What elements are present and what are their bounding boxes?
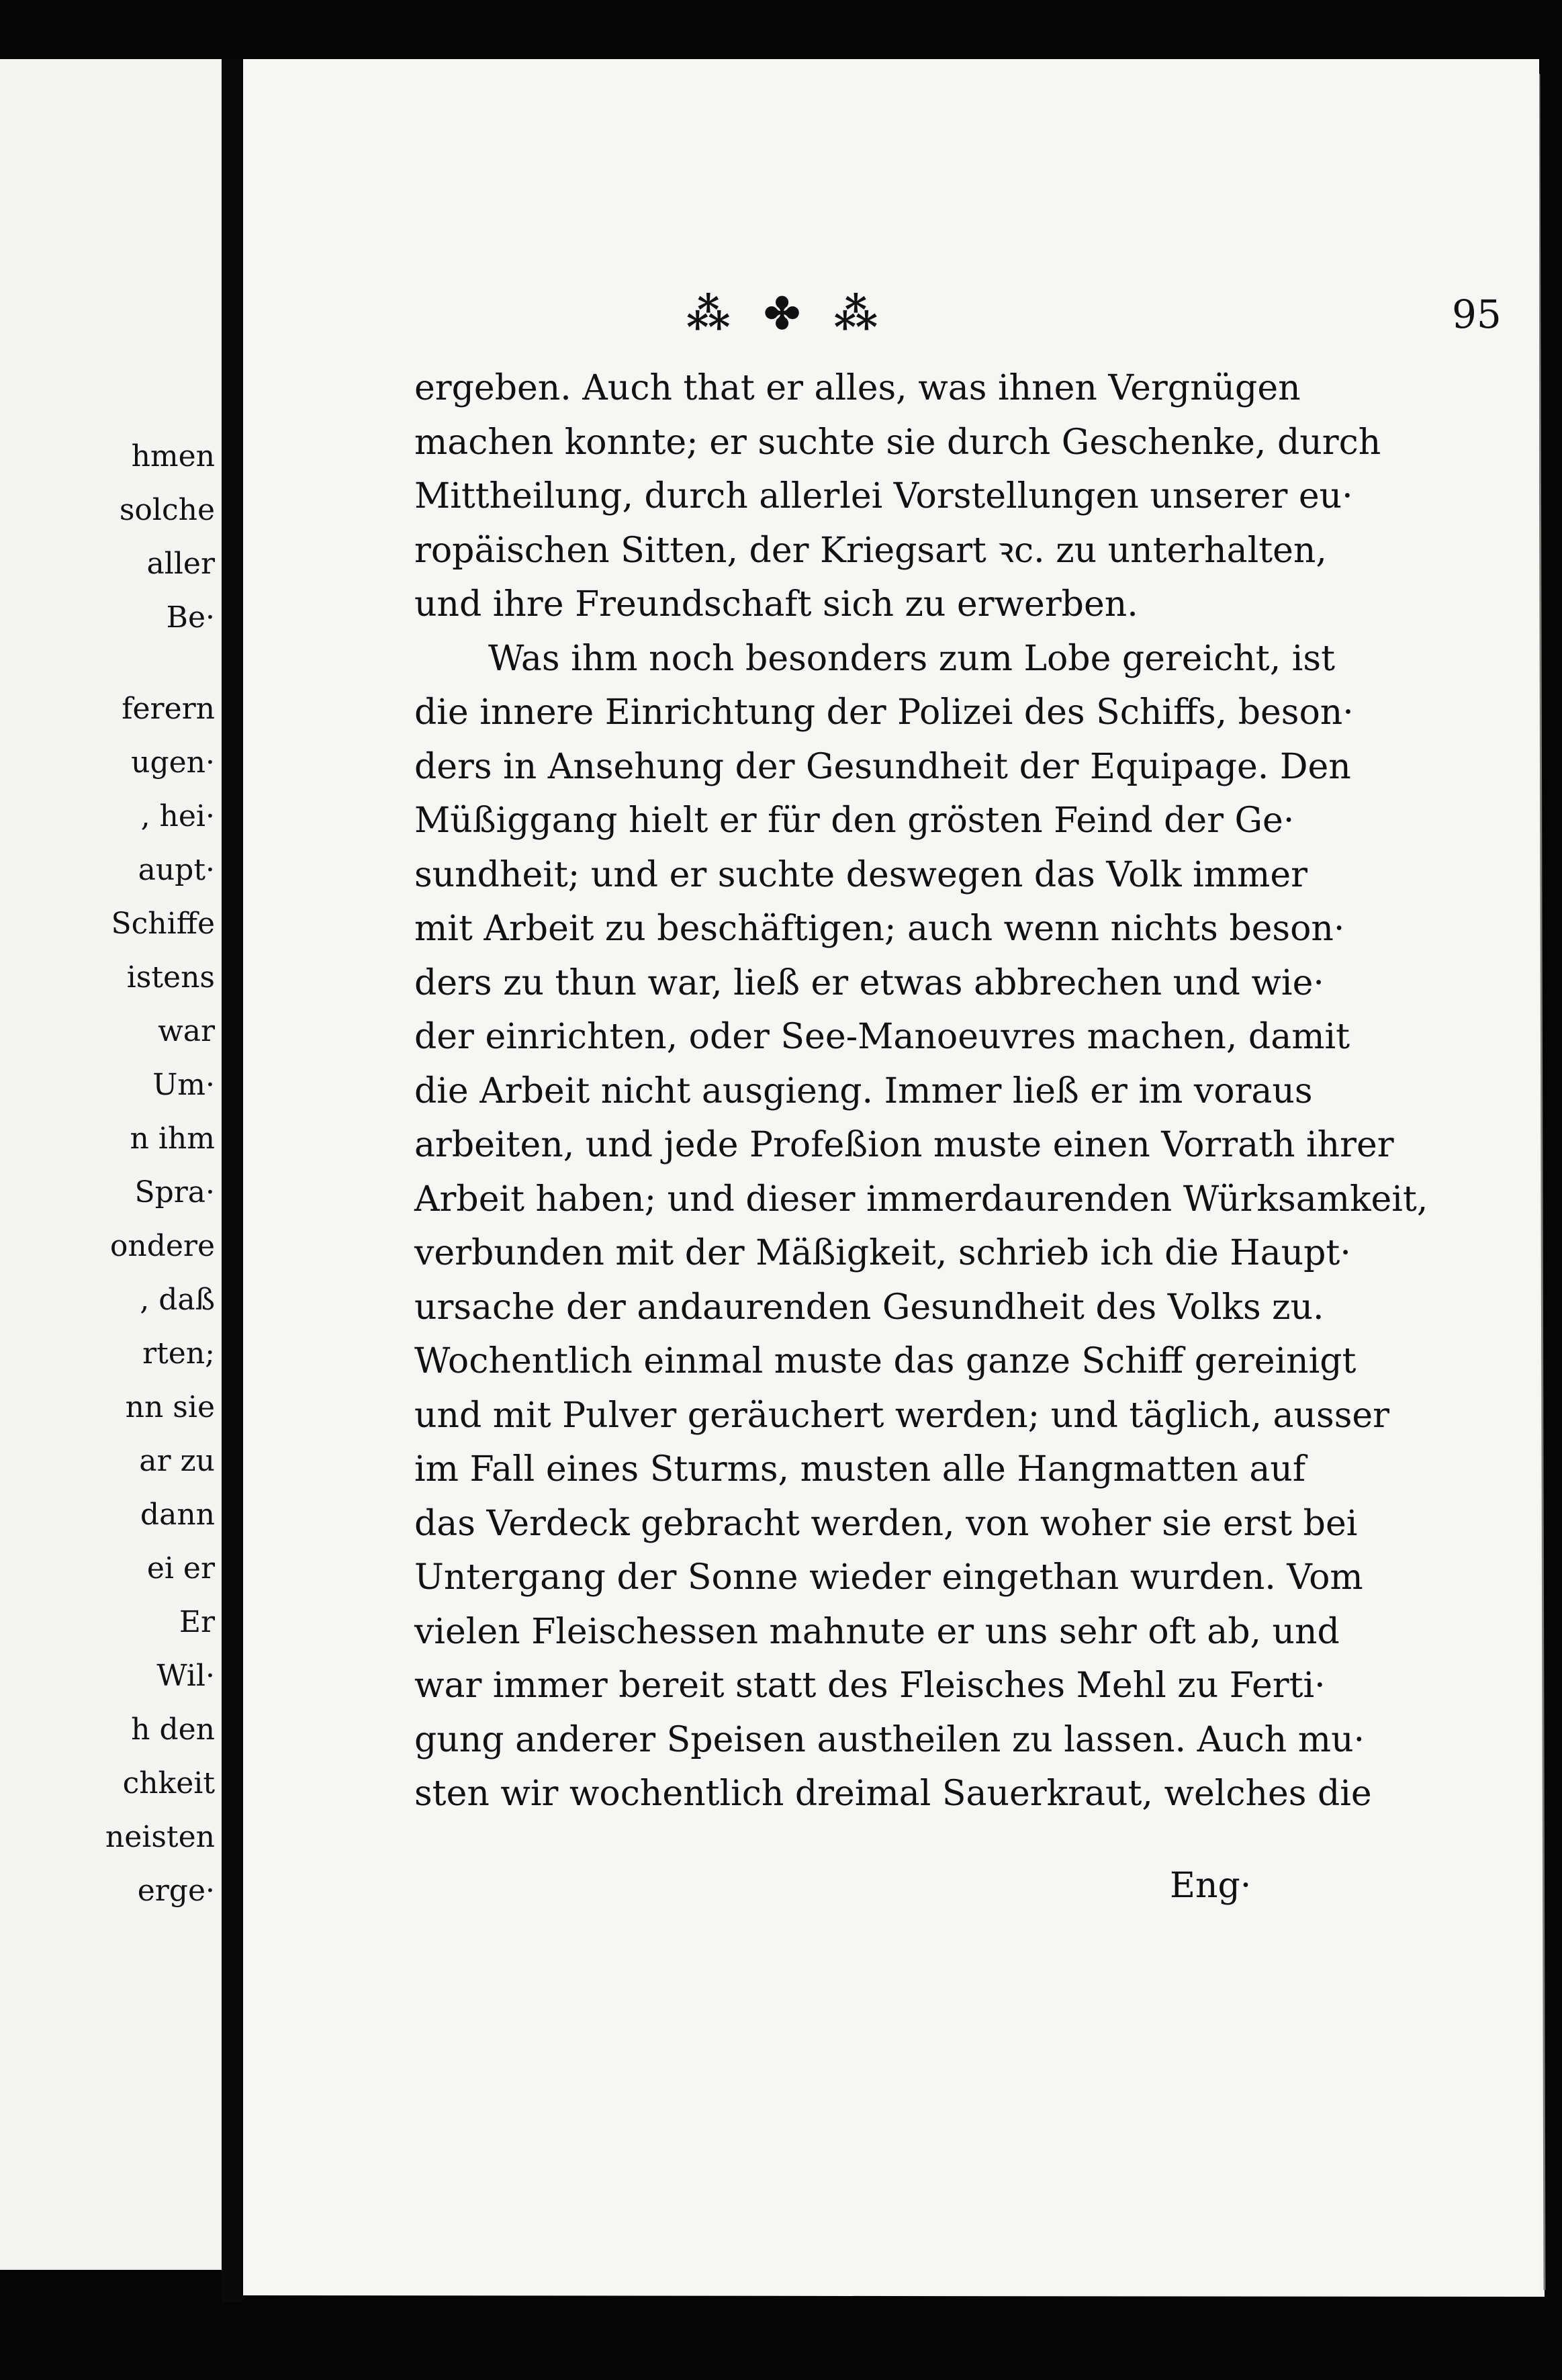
text-line: Arbeit haben; und dieser immerdaurenden Würksamkeit, <box>414 1179 1428 1220</box>
text-line: verbunden mit der Mäßigkeit, schrieb ich die Haupt· <box>414 1233 1351 1273</box>
text-line: arbeiten, und jede Profeßion muste einen Vorrath ihrer <box>414 1125 1394 1165</box>
text-line: ursache der andaurenden Gesundheit des Volks zu. <box>414 1287 1324 1328</box>
text-line: ders in Ansehung der Gesundheit der Equipage. Den <box>414 746 1351 787</box>
left-fragment: Schiffe <box>111 907 215 941</box>
right-page <box>243 59 1539 2295</box>
left-fragment: Be· <box>166 600 215 635</box>
left-fragment: nn sie <box>125 1390 215 1424</box>
left-fragment: aupt· <box>138 853 215 887</box>
left-fragment: war <box>158 1014 215 1048</box>
header-ornament: ⁂ ✤ ⁂ <box>686 289 888 339</box>
text-line: machen konnte; er suchte sie durch Geschenke, durch <box>414 422 1381 463</box>
left-fragment: Spra· <box>134 1175 215 1209</box>
left-fragment: istens <box>126 960 215 995</box>
text-line: mit Arbeit zu beschäftigen; auch wenn nichts beson· <box>414 909 1345 949</box>
text-line: Wochentlich einmal muste das ganze Schiff gereinigt <box>414 1341 1357 1381</box>
left-fragment: ondere <box>109 1229 215 1263</box>
left-fragment: h den <box>131 1712 215 1747</box>
text-line: ropäischen Sitten, der Kriegsart ꝛc. zu unterhalten, <box>414 530 1327 571</box>
text-line: und mit Pulver geräuchert werden; und täglich, ausser <box>414 1395 1390 1436</box>
text-line: sundheit; und er suchte deswegen das Volk immer <box>414 854 1307 895</box>
text-line: Untergang der Sonne wieder eingethan wurden. Vom <box>414 1557 1363 1598</box>
text-line: war immer bereit statt des Fleisches Mehl zu Ferti· <box>414 1665 1326 1706</box>
left-fragment: solche <box>119 493 215 527</box>
text-line: ergeben. Auch that er alles, was ihnen Vergnügen <box>414 368 1301 408</box>
left-fragment: n ihm <box>130 1122 215 1156</box>
page-number: 95 <box>1452 291 1502 337</box>
text-line: und ihre Freundschaft sich zu erwerben. <box>414 584 1138 625</box>
left-fragment: chkeit <box>122 1766 215 1800</box>
catchword: Eng· <box>1170 1866 1252 1906</box>
text-line: die Arbeit nicht ausgieng. Immer ließ er im voraus <box>414 1070 1313 1111</box>
text-line: das Verdeck gebracht werden, von woher sie erst bei <box>414 1503 1358 1544</box>
left-fragment: rten; <box>142 1336 215 1371</box>
text-line: ders zu thun war, ließ er etwas abbrechen und wie· <box>414 962 1324 1003</box>
left-margin-text <box>0 59 215 1918</box>
text-line: vielen Fleischessen mahnute er uns sehr oft ab, und <box>414 1611 1340 1652</box>
body-text <box>414 361 1428 1821</box>
left-fragment: ferern <box>122 692 215 726</box>
text-line: sten wir wochentlich dreimal Sauerkraut, welches die <box>414 1774 1372 1814</box>
left-fragment: erge· <box>137 1874 215 1908</box>
left-fragment: Um· <box>152 1068 215 1102</box>
text-line: Was ihm noch besonders zum Lobe gereicht, ist <box>488 638 1335 679</box>
text-line: die innere Einrichtung der Polizei des Schiffs, beson· <box>414 692 1354 733</box>
left-fragment: ugen· <box>131 745 215 780</box>
left-fragment: neisten <box>105 1820 215 1854</box>
running-header <box>686 289 1502 356</box>
text-line: der einrichten, oder See-Manoeuvres machen, damit <box>414 1017 1350 1057</box>
left-fragment: dann <box>140 1498 215 1532</box>
text-line: Mittheilung, durch allerlei Vorstellungen unserer eu· <box>414 476 1353 516</box>
left-fragment: Wil· <box>156 1659 215 1693</box>
left-fragment: ei er <box>146 1551 215 1586</box>
left-page-fragment <box>0 59 220 2269</box>
left-fragment: Er <box>179 1605 215 1639</box>
text-line: im Fall eines Sturms, musten alle Hangmatten auf <box>414 1449 1306 1490</box>
left-fragment: ar zu <box>139 1444 215 1478</box>
left-fragment: , daß <box>140 1283 215 1317</box>
text-line: gung anderer Speisen austheilen zu lassen. Auch mu· <box>414 1719 1365 1760</box>
left-fragment: aller <box>146 547 215 581</box>
left-fragment: , hei· <box>140 799 215 833</box>
left-fragment: hmen <box>131 439 215 473</box>
text-line: Müßiggang hielt er für den grösten Feind der Ge· <box>414 800 1295 841</box>
